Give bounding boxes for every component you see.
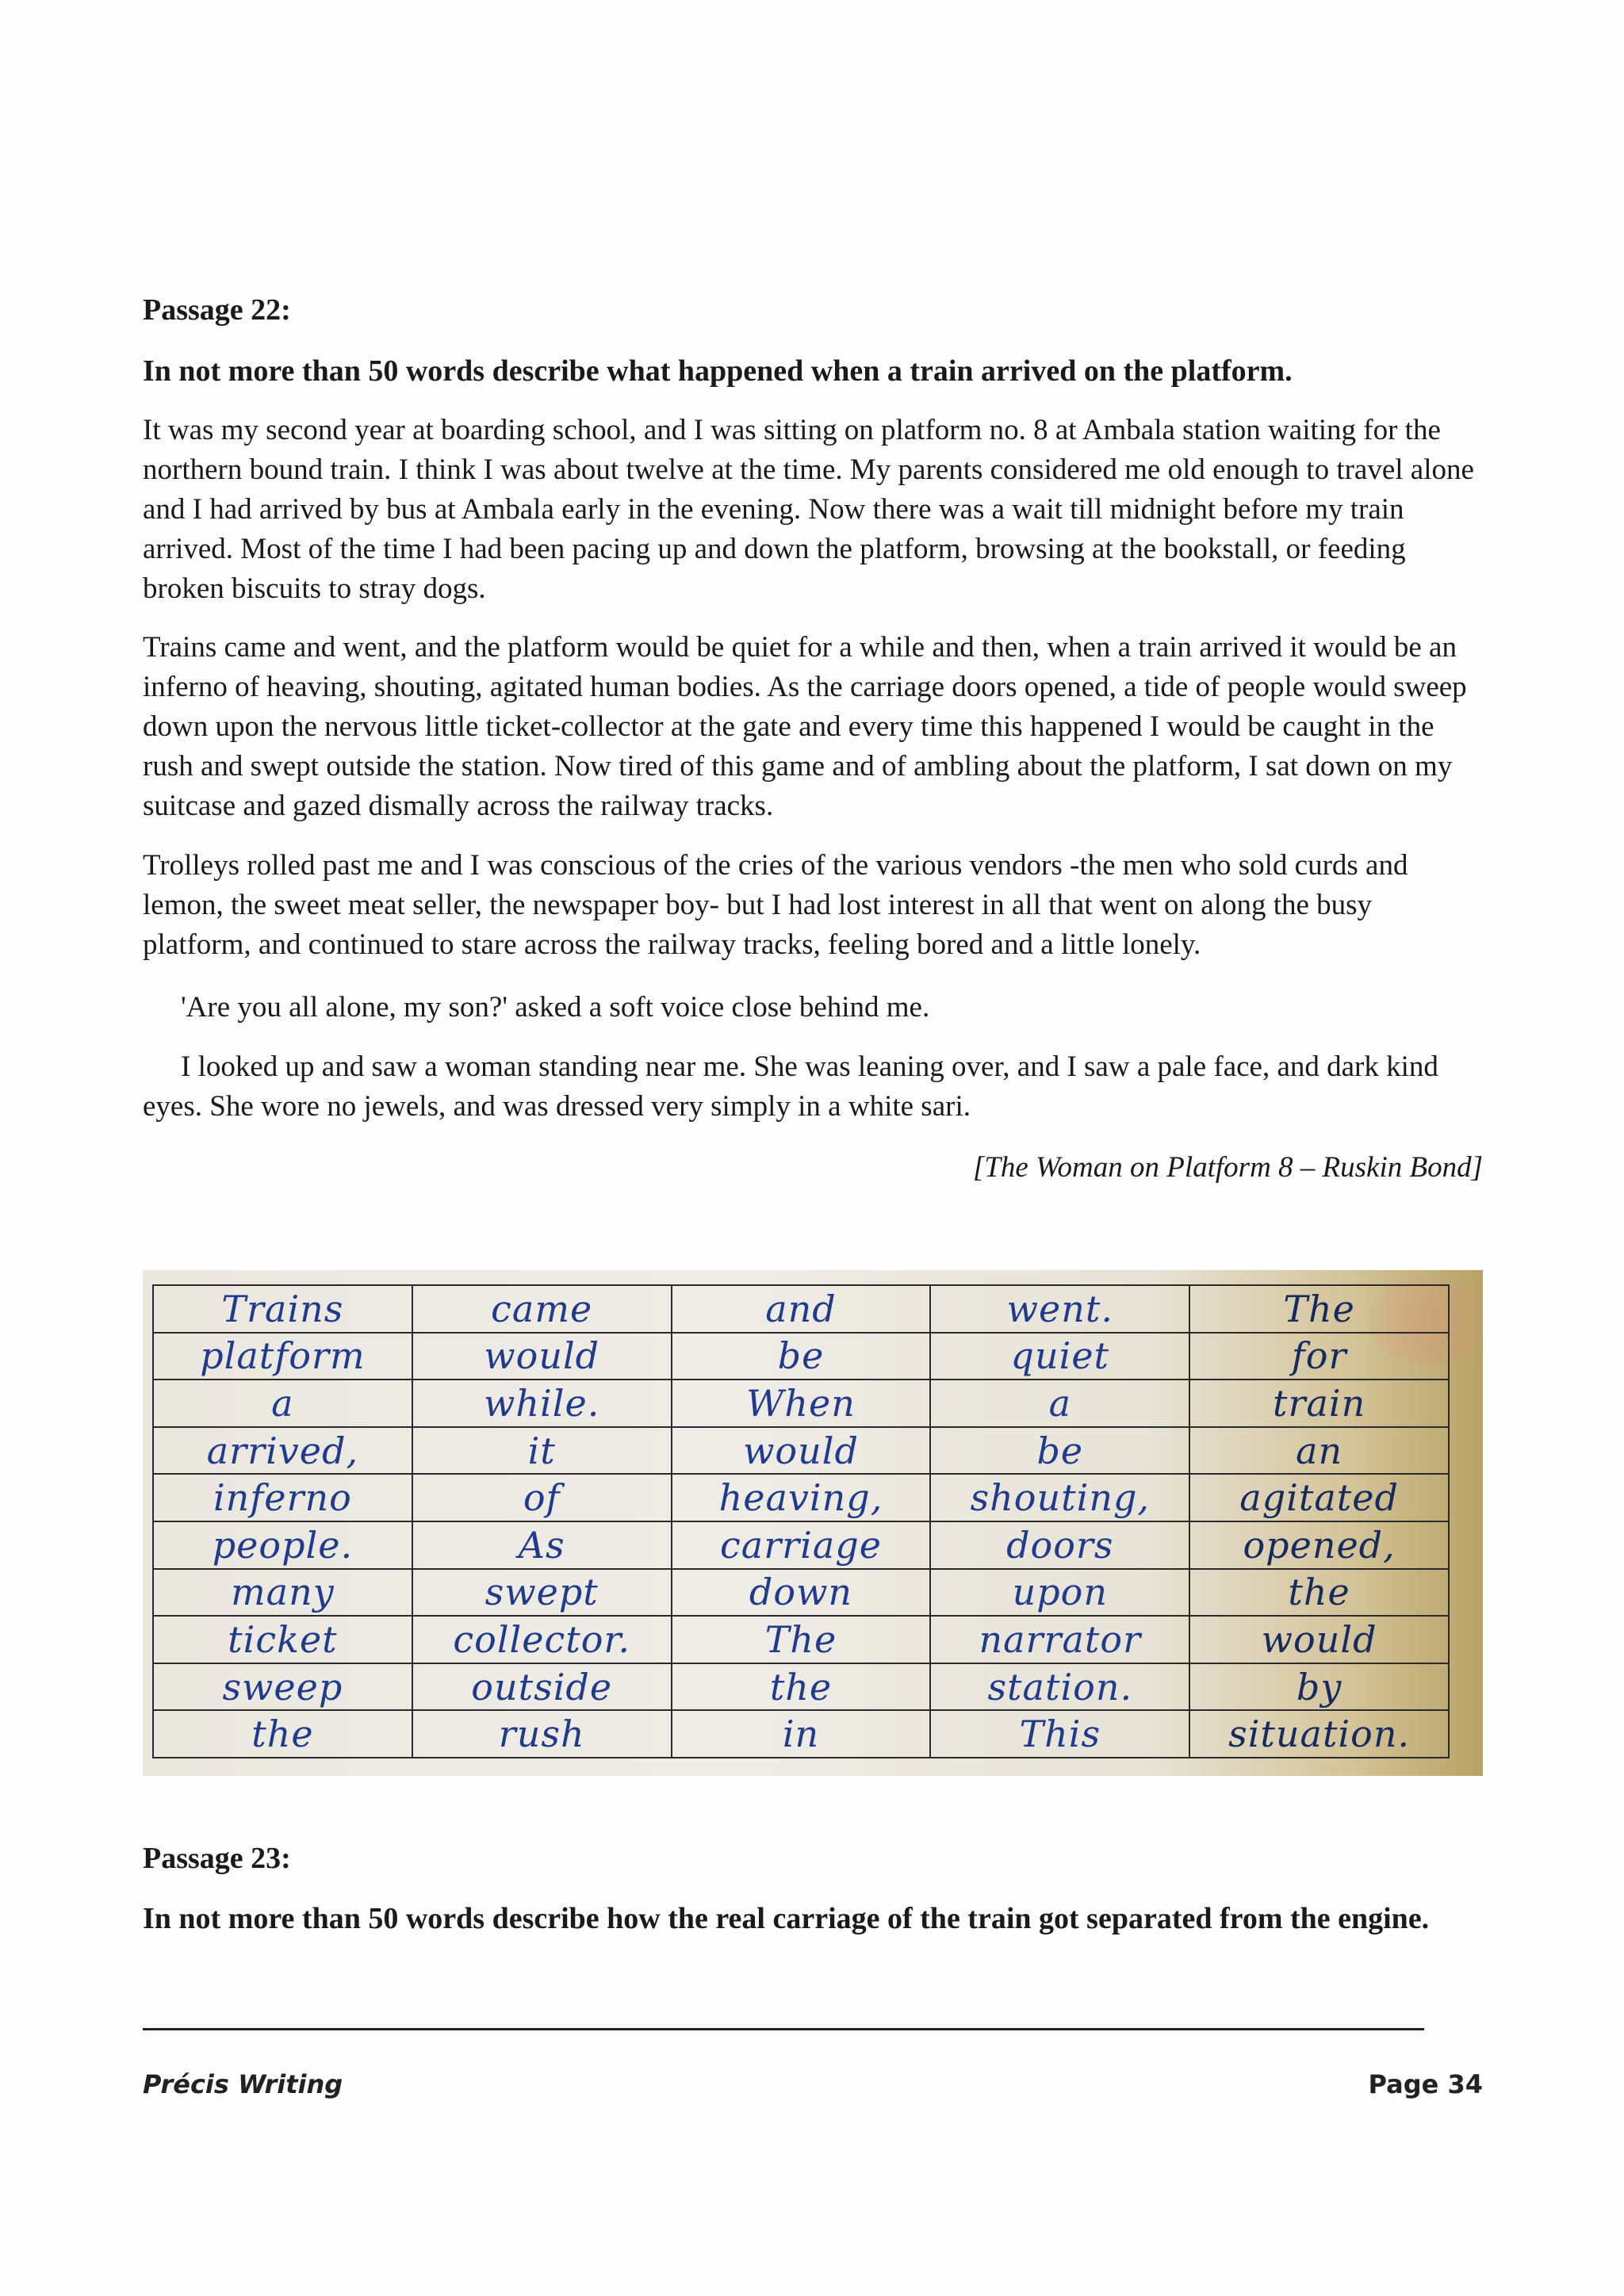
paragraph-5: I looked up and saw a woman standing near me. She was leaning over, and I saw a pale face, and dark kind eyes. She wore no jewels, and was dressed very simply in a white sari. [143,1050,1438,1123]
grid-cell: shouting, [930,1474,1189,1521]
paragraph-2: Trains came and went, and the platform would be quiet for a while and then, when a train arrived it would be an inferno of heaving, shouting, agitated human bodies. As the carriage doors opened, a tide of people would sweep down upon the nervous little ticket-collector at the gate and every time this happened I would be caught in the rush and swept outside the station. Now tired of this game and of ambling about the platform, I sat down on my suitcase and gazed dismally across the railway tracks. [143,631,1467,822]
grid-cell: ticket [153,1616,412,1663]
grid-cell: of [412,1474,672,1521]
grid-cell: it [412,1427,672,1475]
grid-cell: Trains [153,1285,412,1333]
handwritten-answer-photo [143,1270,1483,1776]
grid-cell: the [672,1663,931,1711]
grid-cell: a [930,1380,1189,1427]
paragraph-1: It was my second year at boarding school, and I was sitting on platform no. 8 at Ambala station waiting for the northern bound train. I think I was about twelve at the time. My parents considered me old enough to travel alone and I had arrived by bus at Ambala early in the evening. Now there was a wait till midnight before my train arrived. Most of the time I had been pacing up and down the platform, browsing at the bookstall, or feeding broken biscuits to stray dogs. [143,414,1474,605]
grid-row [153,1710,1449,1758]
grid-cell: station. [930,1663,1189,1711]
grid-cell: This [930,1710,1189,1758]
grid-cell: As [412,1521,672,1569]
grid-cell: sweep [153,1663,412,1711]
grid-cell: be [672,1333,931,1380]
grid-cell: swept [412,1569,672,1617]
answer-word-grid [152,1284,1450,1758]
paragraph-3: Trolleys rolled past me and I was conscious of the cries of the various vendors -the men who sold curds and lemon, the sweet meat seller, the newspaper boy- but I had lost interest in all that went on along the busy platform, and continued to stare across the railway tracks, feeling bored and a little lonely. [143,849,1408,961]
grid-cell: people. [153,1521,412,1569]
grid-cell: carriage [672,1521,931,1569]
grid-row [153,1569,1449,1617]
grid-cell: arrived, [153,1427,412,1475]
grid-cell: and [672,1285,931,1333]
grid-cell: an [1189,1427,1449,1475]
heading-passage-23: Passage 23: [143,1842,291,1875]
grid-cell: came [412,1285,672,1333]
grid-cell: a [153,1380,412,1427]
grid-cell: rush [412,1710,672,1758]
grid-cell: the [153,1710,412,1758]
grid-cell: outside [412,1663,672,1711]
grid-cell: inferno [153,1474,412,1521]
grid-cell: many [153,1569,412,1617]
grid-cell: doors [930,1521,1189,1569]
grid-cell: by [1189,1663,1449,1711]
grid-cell: upon [930,1569,1189,1617]
grid-cell: quiet [930,1333,1189,1380]
grid-cell: in [672,1710,931,1758]
grid-row [153,1285,1449,1333]
grid-cell: while. [412,1380,672,1427]
grid-cell: agitated [1189,1474,1449,1521]
grid-row [153,1616,1449,1663]
grid-row [153,1380,1449,1427]
grid-cell: The [672,1616,931,1663]
citation: [The Woman on Platform 8 – Ruskin Bond] [972,1151,1483,1184]
grid-row [153,1521,1449,1569]
grid-cell: would [1189,1616,1449,1663]
grid-cell: be [930,1427,1189,1475]
paragraph-4: 'Are you all alone, my son?' asked a soft voice close behind me. [181,991,930,1024]
question-passage-22: In not more than 50 words describe what happened when a train arrived on the platform. [143,354,1293,388]
grid-row [153,1427,1449,1475]
grid-cell: for [1189,1333,1449,1380]
grid-row [153,1474,1449,1521]
grid-cell: would [672,1427,931,1475]
grid-row [153,1333,1449,1380]
grid-row [153,1663,1449,1711]
grid-cell: down [672,1569,931,1617]
grid-cell: train [1189,1380,1449,1427]
page-number: Page 34 [1368,2069,1483,2099]
footer-title: Précis Writing [143,2069,343,2099]
grid-cell: When [672,1380,931,1427]
question-passage-23: In not more than 50 words describe how the real carriage of the train got separated from the engine. [143,1902,1430,1935]
grid-cell: heaving, [672,1474,931,1521]
grid-cell: opened, [1189,1521,1449,1569]
grid-cell: collector. [412,1616,672,1663]
grid-cell: The [1189,1285,1449,1333]
heading-passage-22: Passage 22: [143,293,291,327]
grid-cell: would [412,1333,672,1380]
grid-cell: went. [930,1285,1189,1333]
grid-cell: the [1189,1569,1449,1617]
grid-cell: situation. [1189,1710,1449,1758]
footer-rule [143,2028,1424,2030]
grid-cell: narrator [930,1616,1189,1663]
grid-cell: platform [153,1333,412,1380]
